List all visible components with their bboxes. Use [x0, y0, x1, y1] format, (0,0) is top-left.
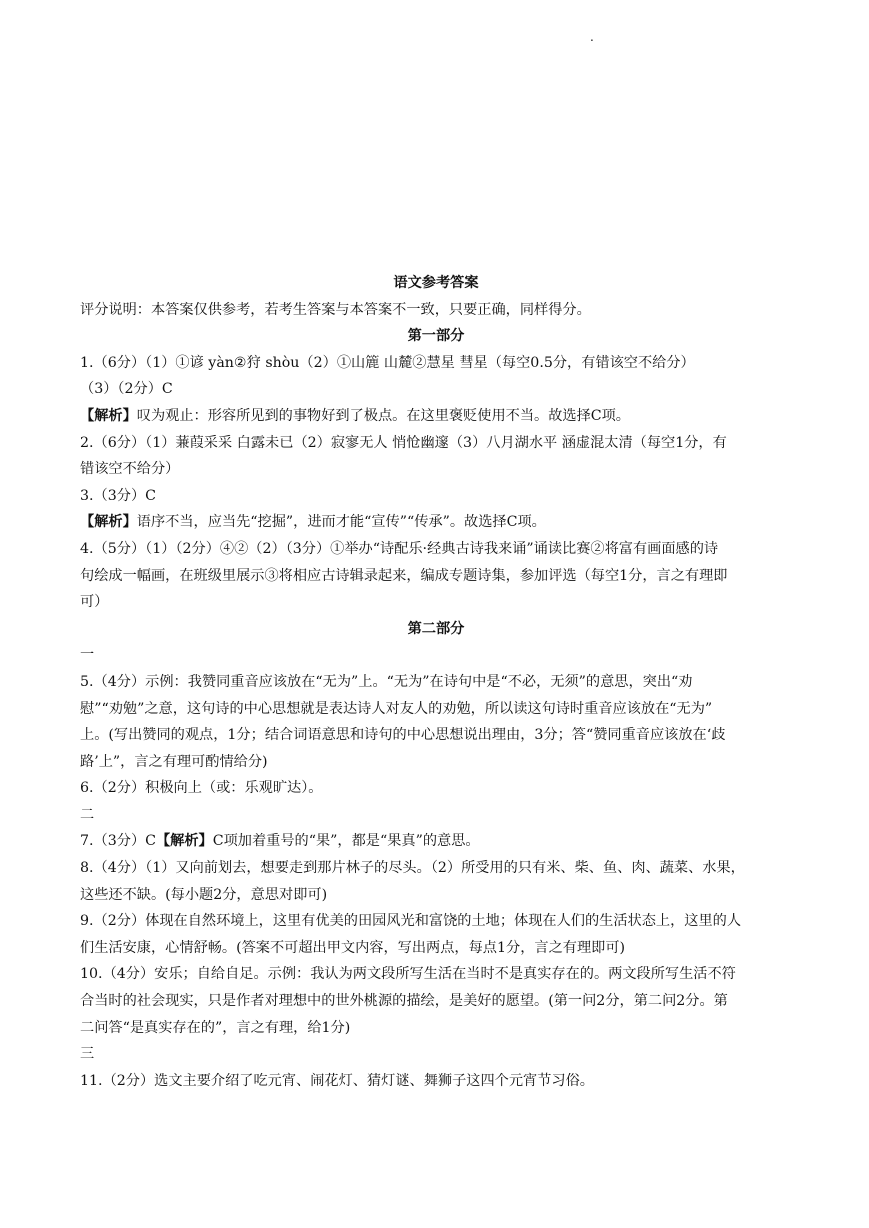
document-title: 语文参考答案 [393, 275, 479, 291]
analysis-tag: 【解析】 [155, 833, 213, 850]
q11-answer: 11.（2分）选文主要介绍了吃元宵、闹花灯、猜灯谜、舞狮子这四个元宵节习俗。 [80, 1072, 594, 1089]
q4-line-1: 4.（5分）（1）（2分）④②（2）（3分）①举办“诗配乐·经典古诗我来诵”诵读比赛②将富有画面感的诗 [80, 540, 719, 557]
page-top-mark: . [590, 30, 594, 44]
section-one-marker: 一 [80, 647, 95, 664]
analysis-text: 语序不当，应当先“挖掘”，进而才能“宣传”“传承”。故选择C项。 [136, 514, 546, 531]
q8-line-1: 8.（4分）（1）又向前划去，想要走到那片林子的尽头。（2）所受用的只有米、柴、鱼、肉、蔬菜、水果， [80, 860, 745, 877]
part-two-heading: 第二部分 [407, 620, 465, 637]
q7-answer [80, 828, 792, 855]
q5-line-1: 5.（4分）示例：我赞同重音应该放在“无为”上。“无为”在诗句中是“不必，无须”的意思，突出“劝 [80, 673, 693, 690]
q7-prefix: 7.（3分）C [80, 833, 156, 850]
q4-line-2: 句绘成一幅画，在班级里展示③将相应古诗辑录起来，编成专题诗集，参加评选（每空1分，言之有理即 [80, 567, 728, 584]
answer-document [80, 270, 792, 1094]
q5-line-2: 慰”“劝勉”之意，这句诗的中心思想就是表达诗人对友人的劝勉，所以读这句诗时重音应该放在“无为” [80, 700, 713, 717]
q2-line-1: 2.（6分）（1）蒹葭采采 白露未已（2）寂寥无人 悄怆幽邃（3）八月湖水平 涵虚混太清（每空1分，有 [80, 434, 727, 451]
q8-line-2: 这些还不缺。(每小题2分，意思对即可) [80, 886, 328, 903]
analysis-text: 叹为观止：形容所见到的事物好到了极点。在这里褒贬使用不当。故选择C项。 [136, 407, 630, 424]
q9-line-2: 们生活安康，心情舒畅。(答案不可超出甲文内容，写出两点，每点1分，言之有理即可) [80, 939, 626, 956]
section-two-marker: 二 [80, 806, 95, 823]
analysis-tag: 【解析】 [80, 514, 137, 531]
section-three-marker: 三 [80, 1046, 95, 1063]
q1-line-1: 1.（6分）（1）①谚 yàn②狩 shòu（2）①山簏 山麓②慧星 彗星（每空0.5分，有错该空不给分） [80, 354, 695, 371]
analysis-text: C项加着重号的“果”，都是“果真”的意思。 [212, 833, 480, 850]
q5-line-3: 上。(写出赞同的观点，1分；结合词语意思和诗句的中心思想说出理由，3分；答“赞同重音应该放在‘歧 [80, 727, 726, 744]
analysis-tag: 【解析】 [80, 407, 137, 424]
q4-line-3: 可） [80, 594, 109, 611]
q2-line-2: 错该空不给分） [80, 461, 180, 478]
q9-line-1: 9.（2分）体现在自然环境上，这里有优美的田园风光和富饶的土地；体现在人们的生活状态上，这里的人 [80, 913, 742, 930]
q10-line-1: 10.（4分）安乐；自给自足。示例：我认为两文段所写生活在当时不是真实存在的。两文段所写生活不符 [80, 966, 736, 983]
q1-line-2: （3）（2分）C [80, 381, 173, 398]
q1-analysis [80, 403, 792, 430]
q3-answer: 3.（3分）C [80, 487, 156, 504]
q3-analysis [80, 509, 792, 536]
q6-answer: 6.（2分）积极向上（或：乐观旷达）。 [80, 780, 323, 797]
q5-line-4: 路’上”，言之有理可酌情给分) [80, 753, 268, 770]
q10-line-2: 合当时的社会现实，只是作者对理想中的世外桃源的描绘，是美好的愿望。(第一问2分，第二问2分。第 [80, 993, 728, 1010]
q10-line-3: 二问答“是真实存在的”，言之有理，给1分) [80, 1019, 351, 1036]
scoring-note: 评分说明：本答案仅供参考，若考生答案与本答案不一致，只要正确，同样得分。 [80, 301, 591, 318]
part-one-heading: 第一部分 [407, 328, 465, 345]
